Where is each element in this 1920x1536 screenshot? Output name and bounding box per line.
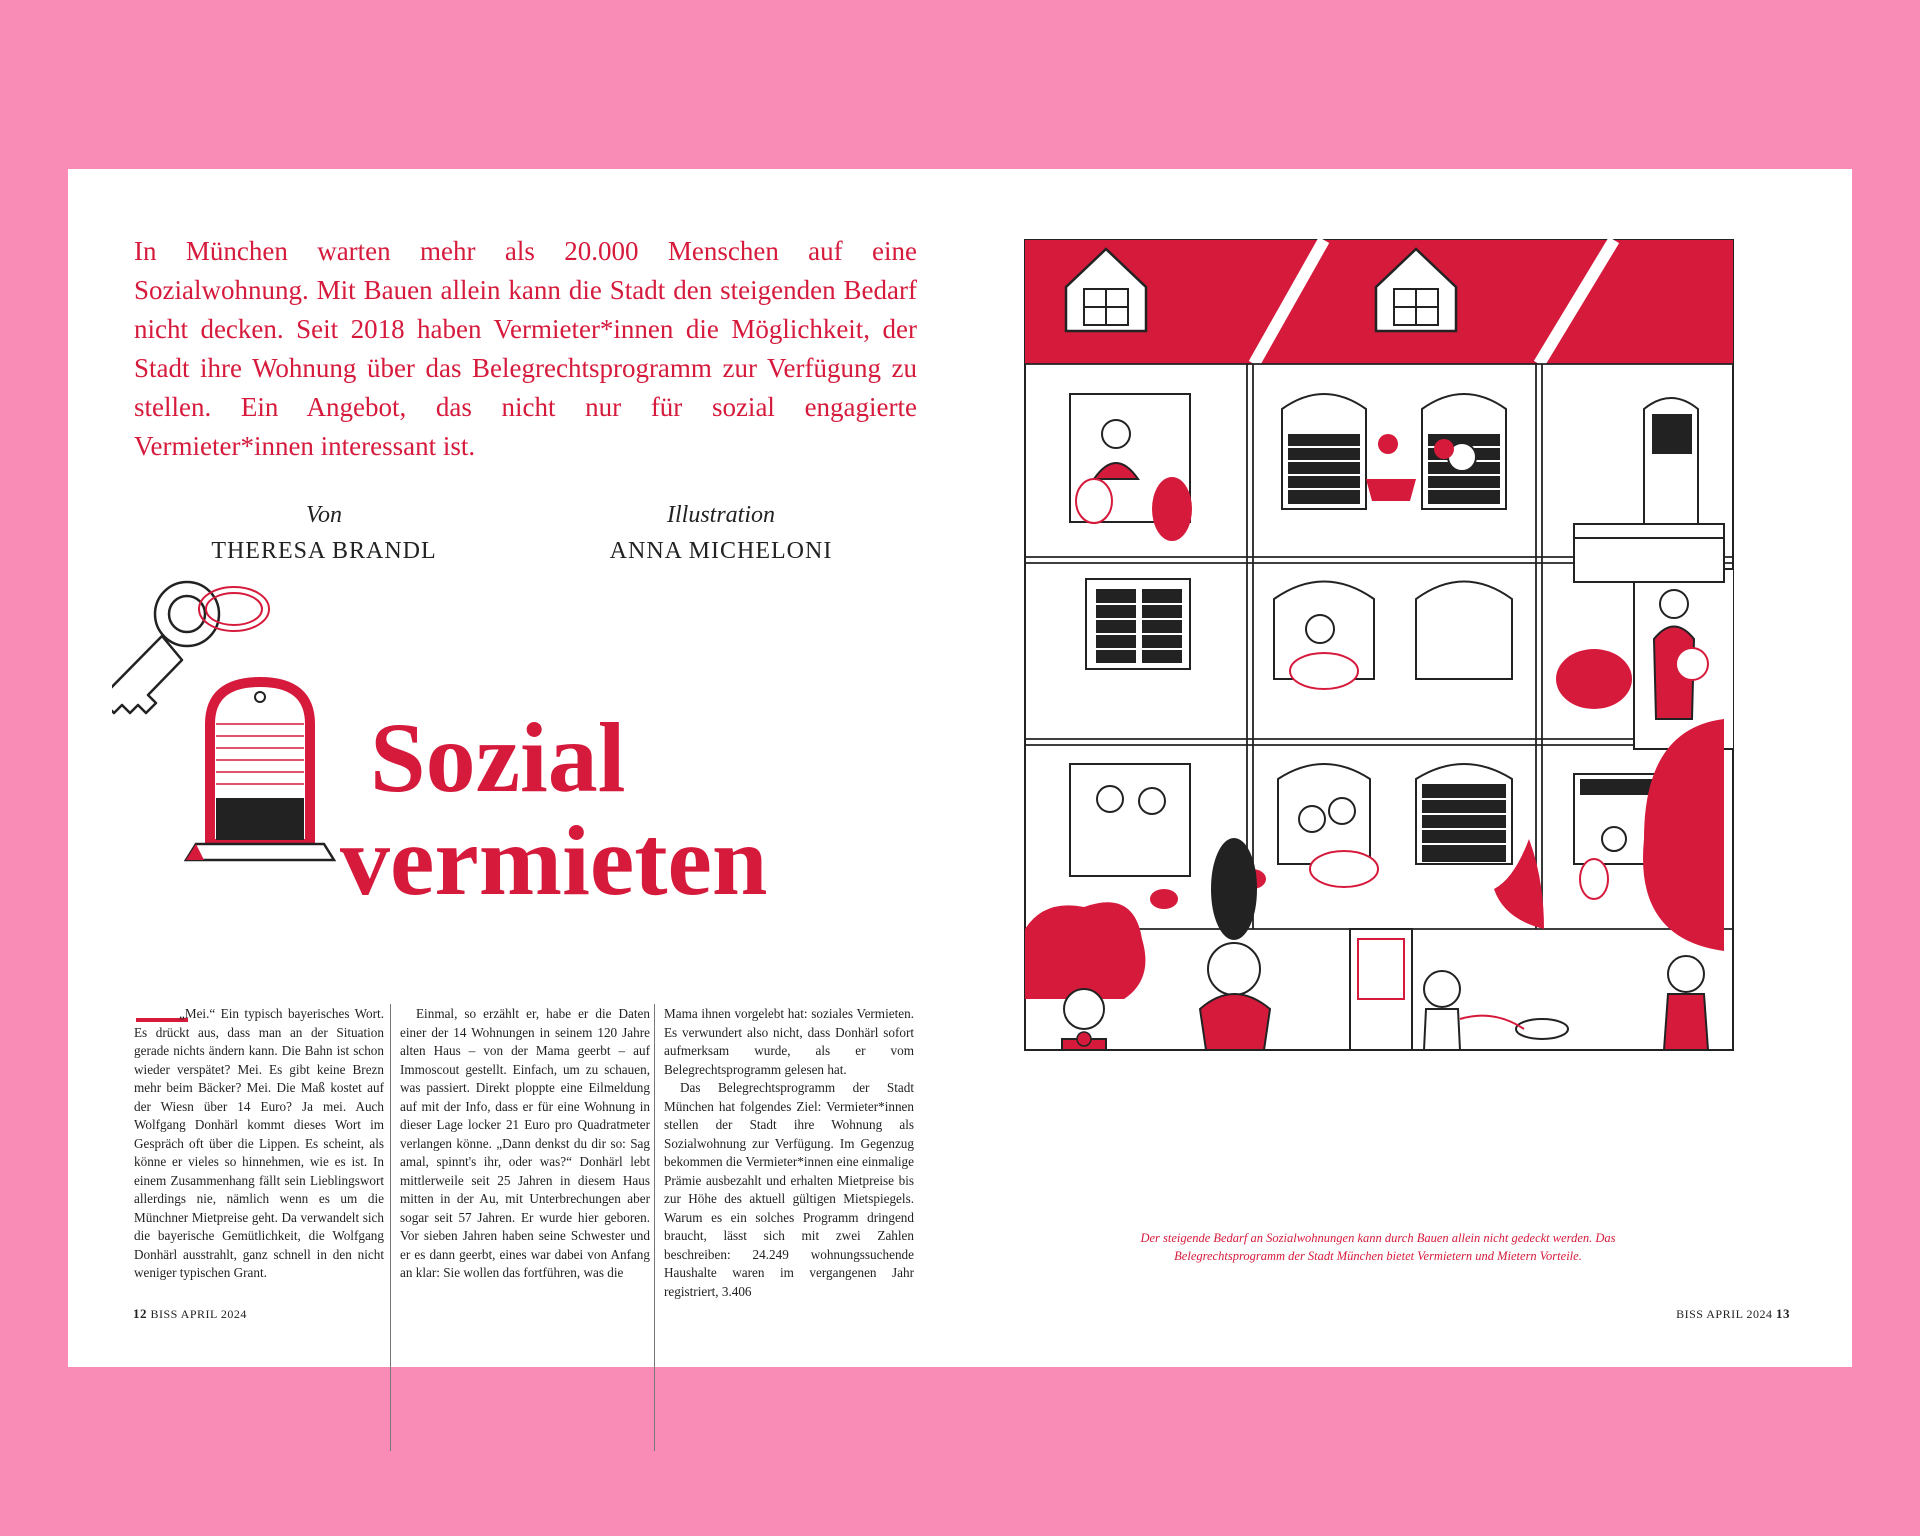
author-role: Von bbox=[306, 502, 342, 528]
lead-paragraph: In München warten mehr als 20.000 Menschen auf eine Sozialwohnung. Mit Bauen allein kann die Stadt den steigenden Bedarf nicht decken. Seit 2018 haben Vermieter*innen die Möglichkeit, der Stadt ihre Wohnung über das Belegrechtsprogramm zur Verfügung zu stellen. Ein Angebot, das nicht nur für sozial engagierte Vermieter*innen interessant ist. bbox=[134, 236, 917, 461]
article-headline bbox=[268, 702, 768, 916]
body-column-3 bbox=[664, 1005, 914, 1301]
page-number-left: 12 bbox=[133, 1306, 147, 1321]
column-divider bbox=[390, 1004, 391, 1451]
folio-right bbox=[1676, 1306, 1790, 1322]
author-name: THERESA BRANDL bbox=[211, 538, 437, 564]
body-column-1 bbox=[134, 1005, 384, 1283]
body-paragraph: Einmal, so erzählt er, habe er die Daten einer der 14 Wohnungen in seinem 120 Jahre alten Haus – von der Mama geerbt – auf Immoscout gestellt. Einfach, um zu schauen, was passiert. Direkt ploppte eine Eilmeldung auf mit der Info, dass er für eine Wohnung in dieser Lage locker 21 Euro pro Quadratmeter verlangen könne. „Dann denkst du dir so: Sag amal, spinnt's ihr, oder was?“ Donhärl lebt mittlerweile seit 25 Jahren in diesem Haus mitten in der Au, mit Unterbrechungen aber sogar seit 57 Jahren. Er wurde hier geboren. Vor sieben Jahren haben seine Schwester und er es dann geerbt, eines war dabei von Anfang an klar: Sie wollen das fortführen, was die bbox=[400, 1006, 650, 1280]
folio-left bbox=[133, 1306, 247, 1322]
body-paragraph: Mama ihnen vorgelebt hat: soziales Vermieten. Es verwundert also nicht, dass Donhärl sofort aufmerksam wurde, als er vom Belegrechtsprogramm gelesen hat. bbox=[664, 1006, 914, 1077]
body-column-2 bbox=[400, 1005, 650, 1283]
body-paragraph: „Mei.“ Ein typisch bayerisches Wort. Es drückt aus, dass man an der Situation gerade nichts ändern kann. Die Bahn ist schon wieder verspätet? Mei. Es gibt keine Brezn mehr beim Bäcker? Mei. Die Maß kostet auf der Wiesn über 14 Euro? Ja mei. Auch Wolfgang Donhärl kommt dieses Wort im Gespräch oft über die Lippen. Es scheint, als könne er vieles so hinnehmen, wie es ist. In einem Zusammenhang fällt sein Lieblingswort allerdings nie, nämlich wenn es um die Münchner Mietpreise geht. Da verwandelt sich die bayerische Gemütlichkeit, die Wolfgang Donhärl ausstrahlt, ganz schnell in den nicht weniger typischen Grant. bbox=[134, 1006, 384, 1280]
illustrator-role: Illustration bbox=[666, 502, 775, 528]
illustrator-name: ANNA MICHELONI bbox=[609, 538, 833, 564]
page-number-right: 13 bbox=[1776, 1306, 1790, 1321]
illustrator-credit bbox=[571, 500, 871, 568]
folio-left-text: BISS APRIL 2024 bbox=[150, 1307, 247, 1321]
illustration-caption: Der steigende Bedarf an Sozialwohnungen kann durch Bauen allein nicht gedeckt werden. Das Belegrechtsprogramm der Stadt München bietet Vermietern und Mietern Vorteile. bbox=[1140, 1231, 1616, 1263]
column-divider bbox=[654, 1004, 655, 1451]
body-paragraph: Das Belegrechtsprogramm der Stadt München hat folgendes Ziel: Vermieter*innen stellen der Stadt ihre Wohnung als Sozialwohnung zur Verfügung. Im Gegenzug bekommen die Vermieter*innen eine einmalige Prämie ausbezahlt und erhalten Mietpreise bis zur Höhe des aktuell gültigen Mietspiegels. Warum es ein solches Programm dringend braucht, lässt sich mit zwei Zahlen beschreiben: 24.249 wohnungssuchende Haushalte waren im vergangenen Jahr registriert, 3.406 bbox=[664, 1080, 914, 1299]
author-credit bbox=[174, 500, 474, 568]
headline-line-1: Sozial bbox=[370, 702, 626, 813]
headline-line-2: vermieten bbox=[340, 805, 768, 916]
folio-right-text: BISS APRIL 2024 bbox=[1676, 1307, 1773, 1321]
apartment-building-illustration bbox=[1024, 239, 1734, 1051]
magazine-spread bbox=[68, 169, 1852, 1367]
